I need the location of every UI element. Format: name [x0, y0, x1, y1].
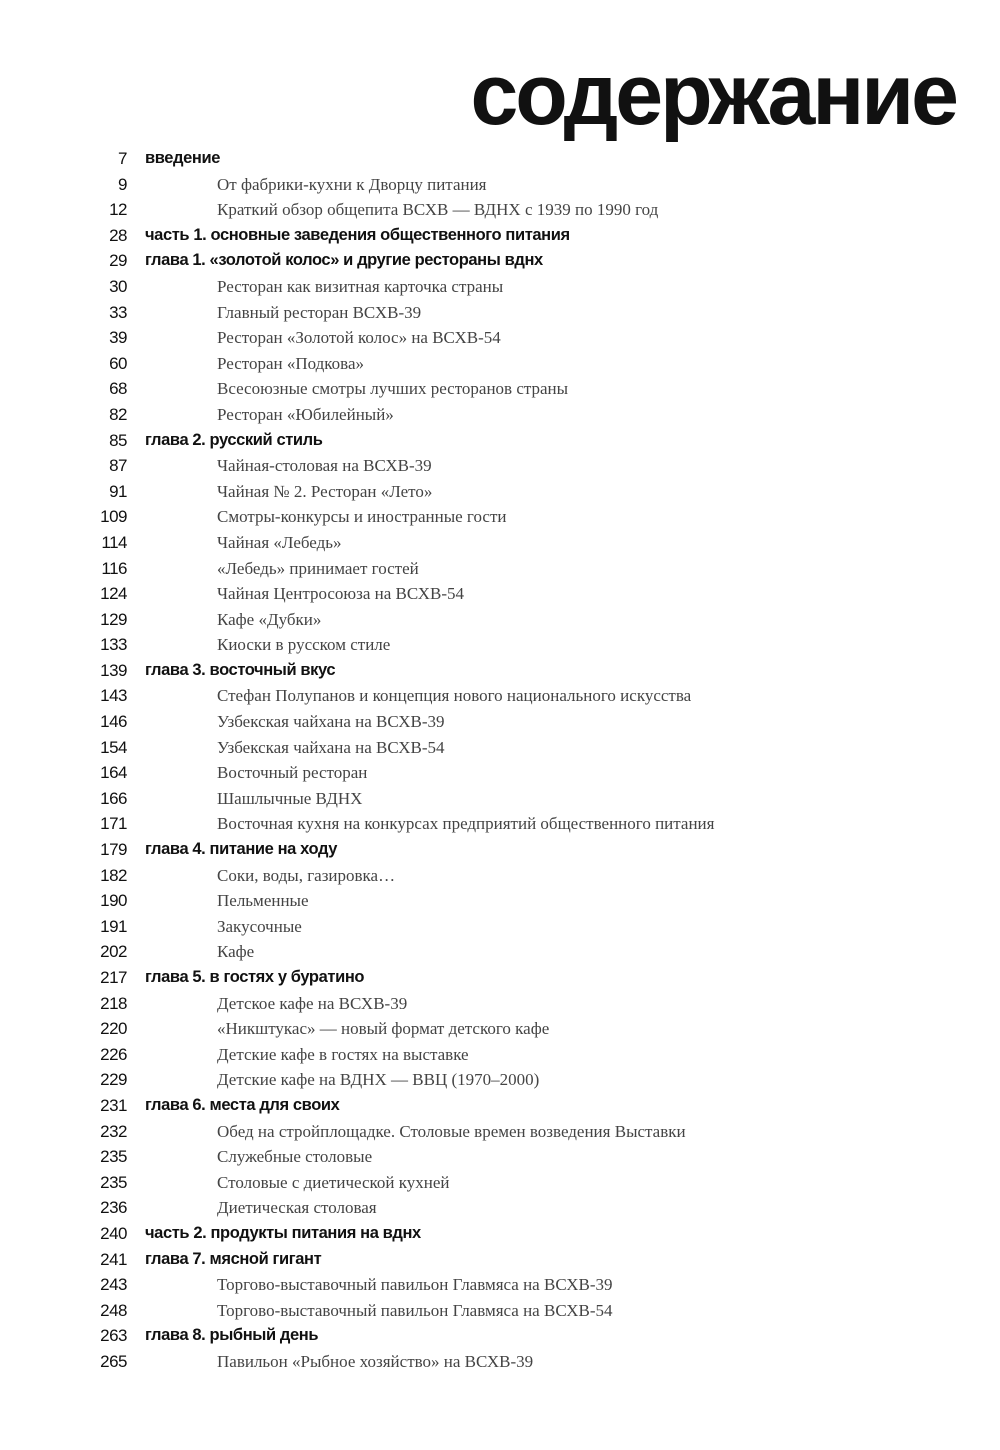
toc-entry: [0, 786, 1000, 812]
toc-entry: [0, 172, 1000, 198]
entry-title: Соки, воды, газировка…: [217, 865, 396, 885]
entry-title: Служебные столовые: [217, 1147, 373, 1167]
toc-entry: [0, 1144, 1000, 1170]
page-number: 33: [109, 302, 127, 322]
entry-title: глава 7. мясной гигант: [145, 1249, 322, 1268]
entry-title: Детские кафе на ВДНХ — ВВЦ (1970–2000): [217, 1070, 540, 1090]
page-number: 114: [101, 532, 127, 552]
toc-heading-entry: [0, 1221, 1000, 1247]
entry-title: Ресторан «Золотой колос» на ВСХВ-54: [217, 328, 501, 348]
toc-entry: [0, 863, 1000, 889]
toc-entry: [0, 530, 1000, 556]
page-number: 235: [100, 1147, 127, 1167]
entry-title: Закусочные: [217, 916, 302, 936]
page-number: 229: [100, 1070, 127, 1090]
entry-title: глава 1. «золотой колос» и другие рестораны вднх: [145, 251, 543, 270]
page-number: 263: [100, 1326, 127, 1346]
toc-entry: [0, 632, 1000, 658]
entry-title: глава 3. восточный вкус: [145, 660, 336, 679]
toc-entry: [0, 325, 1000, 351]
toc-entry: [0, 453, 1000, 479]
toc-heading-entry: [0, 658, 1000, 684]
entry-title: Киоски в русском стиле: [217, 635, 391, 655]
page-title: содержание: [470, 47, 956, 143]
entry-title: глава 4. питание на ходу: [145, 840, 337, 859]
page-number: 231: [100, 1095, 127, 1115]
entry-title: Восточная кухня на конкурсах предприятий общественного питания: [217, 814, 715, 834]
page-number: 87: [109, 456, 127, 476]
page-number: 29: [109, 251, 127, 271]
toc-entry: [0, 683, 1000, 709]
toc-entry: [0, 1119, 1000, 1145]
entry-title: Узбекская чайхана на ВСХВ-39: [217, 712, 445, 732]
entry-title: Смотры-конкурсы и иностранные гости: [217, 507, 507, 527]
toc-entry: [0, 351, 1000, 377]
page-number: 109: [100, 507, 127, 527]
page-number: 12: [109, 200, 127, 220]
entry-title: Пельменные: [217, 891, 309, 911]
page-number: 154: [100, 737, 127, 757]
table-of-contents: [0, 146, 1000, 1375]
toc-entry: [0, 1298, 1000, 1324]
toc-entry: [0, 1016, 1000, 1042]
page-number: 85: [109, 430, 127, 450]
entry-title: глава 8. рыбный день: [145, 1326, 319, 1345]
entry-title: Всесоюзные смотры лучших ресторанов страны: [217, 379, 569, 399]
entry-title: Чайная Центросоюза на ВСХВ-54: [217, 584, 465, 604]
page-number: 7: [118, 149, 127, 168]
entry-title: «Никштукас» — новый формат детского кафе: [217, 1019, 550, 1039]
entry-title: Ресторан «Подкова»: [217, 353, 365, 373]
page-number: 133: [100, 635, 127, 655]
entry-title: глава 6. места для своих: [145, 1095, 340, 1114]
toc-entry: [0, 197, 1000, 223]
page-number: 166: [100, 788, 127, 808]
page-number: 179: [100, 840, 127, 860]
page-number: 164: [100, 763, 127, 783]
toc-entry: [0, 556, 1000, 582]
toc-entry: [0, 479, 1000, 505]
toc-entry: [0, 274, 1000, 300]
toc-heading-entry: [0, 248, 1000, 274]
toc-entry: [0, 811, 1000, 837]
entry-title: Ресторан как визитная карточка страны: [217, 276, 504, 296]
entry-title: часть 1. основные заведения общественного питания: [145, 225, 570, 244]
page-number: 235: [100, 1172, 127, 1192]
toc-entry: [0, 607, 1000, 633]
page-number: 30: [109, 276, 127, 296]
toc-entry: [0, 735, 1000, 761]
page-number: 129: [100, 609, 127, 629]
toc-heading-entry: [0, 1247, 1000, 1273]
page-number: 191: [100, 916, 127, 936]
page-number: 68: [109, 379, 127, 399]
toc-entry: [0, 1067, 1000, 1093]
entry-title: Краткий обзор общепита ВСХВ — ВДНХ с 1939 по 1990 год: [217, 200, 659, 220]
page-number: 217: [100, 968, 127, 987]
page-number: 124: [100, 584, 127, 604]
entry-title: часть 2. продукты питания на вднх: [145, 1223, 421, 1242]
toc-entry: [0, 300, 1000, 326]
toc-entry: [0, 581, 1000, 607]
toc-heading-entry: [0, 146, 1000, 172]
entry-title: введение: [145, 149, 220, 167]
toc-heading-entry: [0, 223, 1000, 249]
page-number: 60: [109, 353, 127, 373]
toc-heading-entry: [0, 1093, 1000, 1119]
toc-entry: [0, 402, 1000, 428]
entry-title: Торгово-выставочный павильон Главмяса на ВСХВ-39: [217, 1275, 613, 1295]
page-number: 171: [100, 814, 127, 834]
page-number: 241: [100, 1249, 127, 1269]
page-number: 226: [100, 1044, 127, 1064]
entry-title: Узбекская чайхана на ВСХВ-54: [217, 737, 445, 757]
page-number: 182: [100, 865, 127, 885]
entry-title: Детские кафе в гостях на выставке: [217, 1044, 469, 1064]
page-number: 9: [118, 174, 127, 194]
page-number: 116: [101, 558, 127, 578]
page-number: 236: [100, 1198, 127, 1218]
entry-title: Павильон «Рыбное хозяйство» на ВСХВ-39: [217, 1351, 534, 1371]
toc-heading-entry: [0, 837, 1000, 863]
entry-title: Чайная-столовая на ВСХВ-39: [217, 456, 432, 476]
page-number: 218: [100, 993, 127, 1013]
page-number: 91: [109, 481, 127, 501]
entry-title: Главный ресторан ВСХВ-39: [217, 302, 422, 322]
toc-entry: [0, 888, 1000, 914]
toc-heading-entry: [0, 965, 1000, 991]
page-number: 139: [100, 660, 127, 680]
entry-title: Чайная «Лебедь»: [217, 532, 342, 552]
entry-title: Диетическая столовая: [217, 1198, 377, 1218]
toc-heading-entry: [0, 428, 1000, 454]
entry-title: Обед на стройплощадке. Столовые времен возведения Выставки: [217, 1121, 686, 1141]
entry-title: Кафе: [217, 942, 255, 962]
entry-title: Кафе «Дубки»: [217, 609, 322, 629]
entry-title: Ресторан «Юбилейный»: [217, 404, 394, 424]
page-number: 220: [100, 1019, 127, 1039]
page-number: 82: [109, 404, 127, 424]
page-number: 265: [100, 1351, 127, 1371]
toc-entry: [0, 1195, 1000, 1221]
page-number: 202: [100, 942, 127, 962]
page-number: 232: [100, 1121, 127, 1141]
toc-entry: [0, 914, 1000, 940]
entry-title: глава 5. в гостях у буратино: [145, 968, 365, 986]
toc-entry: [0, 376, 1000, 402]
page-number: 146: [100, 712, 127, 732]
toc-heading-entry: [0, 1323, 1000, 1349]
entry-title: Стефан Полупанов и концепция нового национального искусства: [217, 686, 692, 706]
toc-entry: [0, 991, 1000, 1017]
page-number: 143: [100, 686, 127, 706]
toc-entry: [0, 1042, 1000, 1068]
page-number: 39: [109, 328, 127, 348]
page-number: 240: [100, 1223, 127, 1243]
entry-title: «Лебедь» принимает гостей: [217, 558, 419, 578]
page-number: 243: [100, 1275, 127, 1295]
toc-entry: [0, 504, 1000, 530]
entry-title: Восточный ресторан: [217, 763, 368, 783]
toc-entry: [0, 939, 1000, 965]
entry-title: Чайная № 2. Ресторан «Лето»: [217, 481, 433, 501]
toc-entry: [0, 1170, 1000, 1196]
toc-entry: [0, 1349, 1000, 1375]
entry-title: Детское кафе на ВСХВ-39: [217, 993, 408, 1013]
entry-title: Столовые с диетической кухней: [217, 1172, 450, 1192]
toc-entry: [0, 760, 1000, 786]
page-number: 248: [100, 1300, 127, 1320]
toc-entry: [0, 1272, 1000, 1298]
entry-title: глава 2. русский стиль: [145, 430, 323, 449]
entry-title: Торгово-выставочный павильон Главмяса на ВСХВ-54: [217, 1300, 613, 1320]
entry-title: Шашлычные ВДНХ: [217, 788, 363, 808]
page-number: 190: [100, 891, 127, 911]
entry-title: От фабрики-кухни к Дворцу питания: [217, 174, 487, 194]
page-number: 28: [109, 225, 127, 245]
toc-entry: [0, 709, 1000, 735]
